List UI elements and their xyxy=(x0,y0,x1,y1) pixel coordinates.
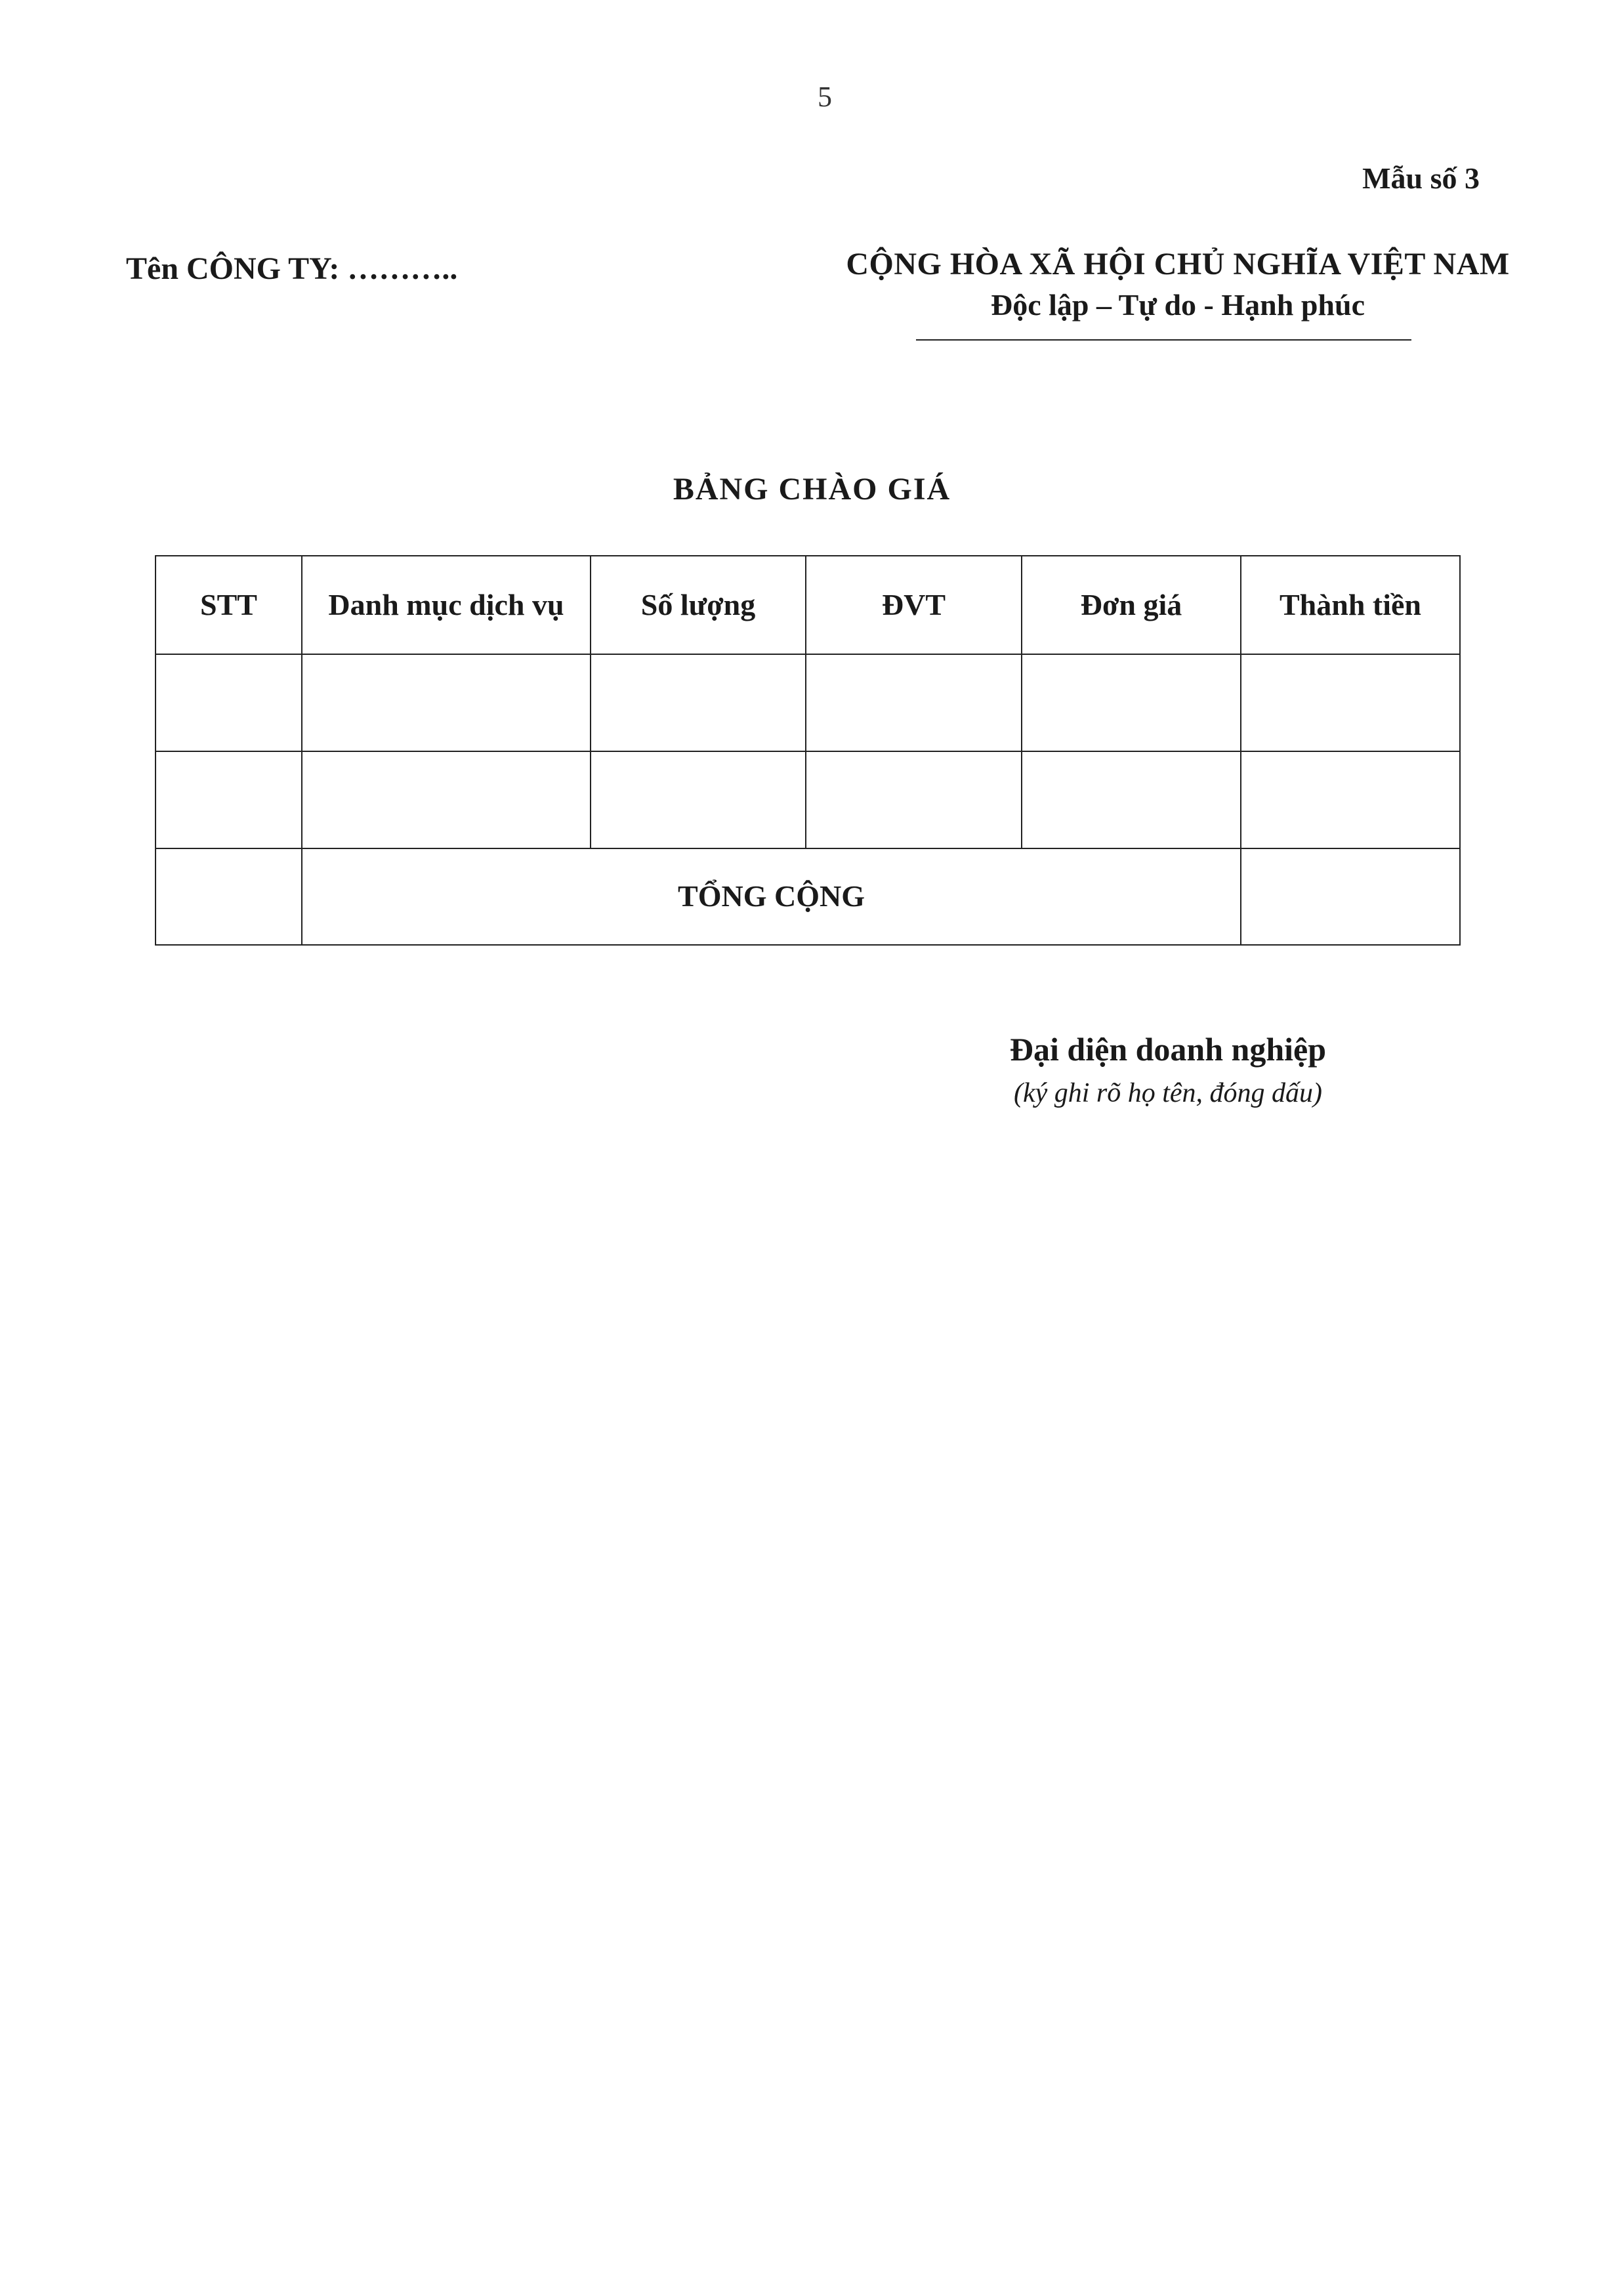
signature-instruction: (ký ghi rõ họ tên, đóng dấu) xyxy=(1013,1078,1323,1108)
national-header xyxy=(787,246,1568,341)
table-cell xyxy=(1022,751,1241,848)
header-unit-price: Đơn giá xyxy=(1022,556,1241,654)
table-cell xyxy=(1022,654,1241,751)
total-row xyxy=(156,848,1460,945)
table-cell xyxy=(156,751,302,848)
document-title: BẢNG CHÀO GIÁ xyxy=(673,472,951,507)
total-stt-cell xyxy=(156,848,302,945)
table-row xyxy=(156,751,1460,848)
page-number: 5 xyxy=(818,81,832,113)
table-cell xyxy=(591,751,806,848)
table-cell xyxy=(806,751,1022,848)
quotation-table xyxy=(155,555,1461,946)
total-label: TỔNG CỘNG xyxy=(302,848,1241,945)
table-cell xyxy=(156,654,302,751)
national-motto: Độc lập – Tự do - Hạnh phúc xyxy=(991,288,1365,322)
table-cell xyxy=(302,654,591,751)
signature-block xyxy=(938,1030,1398,1109)
table-row xyxy=(156,654,1460,751)
country-name: CỘNG HÒA XÃ HỘI CHỦ NGHĨA VIỆT NAM xyxy=(846,247,1510,282)
header-service-list: Danh mục dịch vụ xyxy=(302,556,591,654)
table-cell xyxy=(806,654,1022,751)
table-cell xyxy=(591,654,806,751)
form-number: Mẫu số 3 xyxy=(1362,161,1480,195)
table-header-row xyxy=(156,556,1460,654)
header-stt: STT xyxy=(156,556,302,654)
total-amount-cell xyxy=(1241,848,1460,945)
signer-role: Đại diện doanh nghiệp xyxy=(1009,1031,1327,1068)
header-unit: ĐVT xyxy=(806,556,1022,654)
header-amount: Thành tiền xyxy=(1241,556,1460,654)
company-name-label: Tên CÔNG TY: ……….. xyxy=(126,251,458,286)
table-cell xyxy=(1241,654,1460,751)
motto-underline xyxy=(916,339,1411,341)
table-cell xyxy=(302,751,591,848)
table-cell xyxy=(1241,751,1460,848)
header-quantity: Số lượng xyxy=(591,556,806,654)
